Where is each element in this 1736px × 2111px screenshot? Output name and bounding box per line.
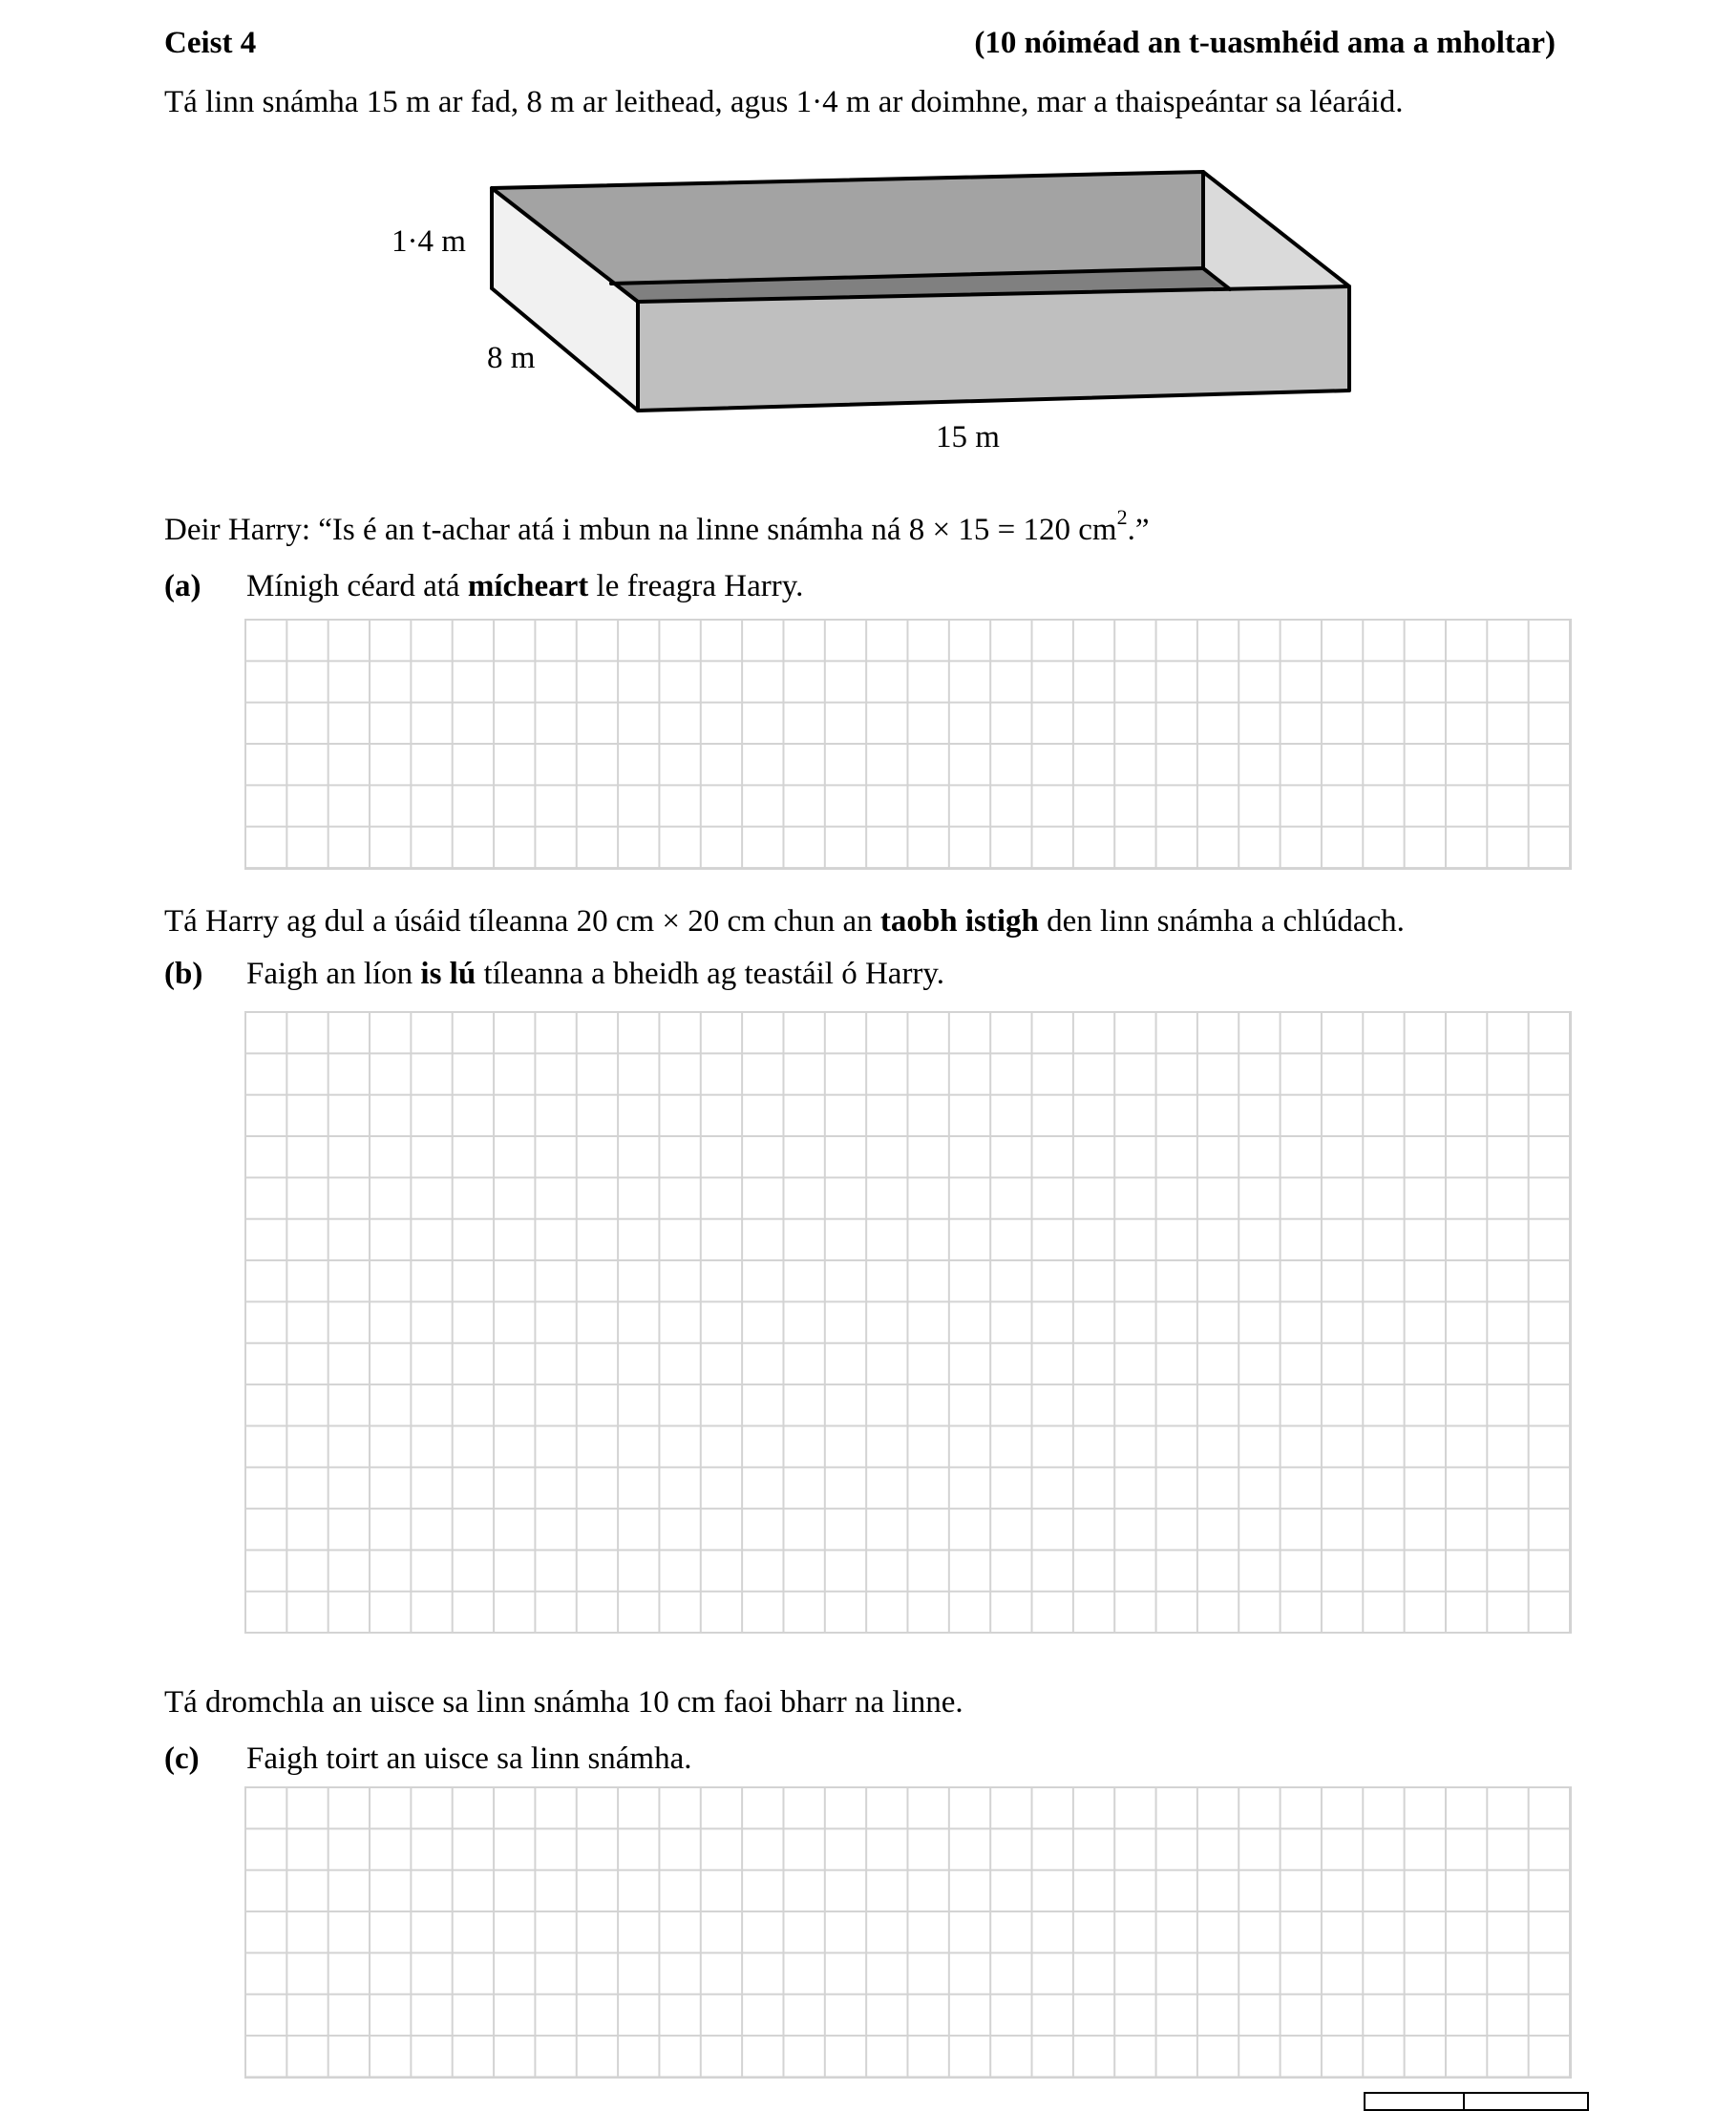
- superscript-2: 2: [1116, 505, 1128, 529]
- harry-statement-math: 8 × 15 = 120 cm: [908, 513, 1117, 547]
- label-length: 15 m: [936, 420, 1000, 454]
- part-c-question: Faigh toirt an uisce sa linn snámha.: [246, 1742, 692, 1776]
- time-hint: (10 nóiméad an t-uasmhéid ama a mholtar): [974, 26, 1556, 60]
- pool-back-wall: [492, 172, 1203, 284]
- marks-box-left: [1364, 2092, 1465, 2111]
- water-statement: Tá dromchla an uisce sa linn snámha 10 cm faoi bharr na linne.: [164, 1685, 963, 1720]
- part-c-label: (c): [164, 1742, 200, 1776]
- part-a-question: [246, 567, 803, 605]
- answer-grid-c[interactable]: [244, 1786, 1572, 2079]
- part-a-text-bold: mícheart: [467, 569, 589, 603]
- answer-grid-b[interactable]: [244, 1011, 1572, 1634]
- tiles-text-2: chun an: [765, 904, 880, 939]
- question-title: Ceist 4: [164, 26, 257, 60]
- label-depth: 1·4 m: [392, 224, 466, 259]
- tiles-text-bold: taobh istigh: [879, 904, 1039, 939]
- tiles-text-1: Tá Harry ag dul a úsáid tíleanna: [164, 904, 577, 939]
- harry-statement-suffix: .”: [1127, 513, 1150, 547]
- part-b-question: [246, 955, 944, 993]
- part-b-text-1: Faigh an líon: [246, 957, 421, 991]
- intro-text: Tá linn snámha 15 m ar fad, 8 m ar leithead, agus 1·4 m ar doimhne, mar a thaispeántar sa léaráid.: [164, 85, 1404, 119]
- tiles-math: 20 cm × 20 cm: [576, 904, 766, 939]
- tiles-statement: [164, 902, 1405, 940]
- part-b-text-bold: is lú: [420, 957, 476, 991]
- part-b-label: (b): [164, 957, 203, 991]
- answer-grid-a[interactable]: [244, 619, 1572, 870]
- part-a-text-2: le freagra Harry.: [588, 569, 804, 603]
- marks-box-right: [1463, 2092, 1589, 2111]
- part-a-label: (a): [164, 569, 201, 603]
- swimming-pool-diagram: [0, 0, 1736, 477]
- harry-statement-prefix: Deir Harry: “Is é an t-achar atá i mbun na linne snámha ná: [164, 513, 909, 547]
- part-b-text-2: tíleanna a bheidh ag teastáil ó Harry.: [476, 957, 945, 991]
- harry-statement: [164, 505, 1150, 549]
- label-width: 8 m: [487, 341, 536, 375]
- tiles-text-3: den linn snámha a chlúdach.: [1038, 904, 1405, 939]
- part-a-text-1: Mínigh céard atá: [246, 569, 468, 603]
